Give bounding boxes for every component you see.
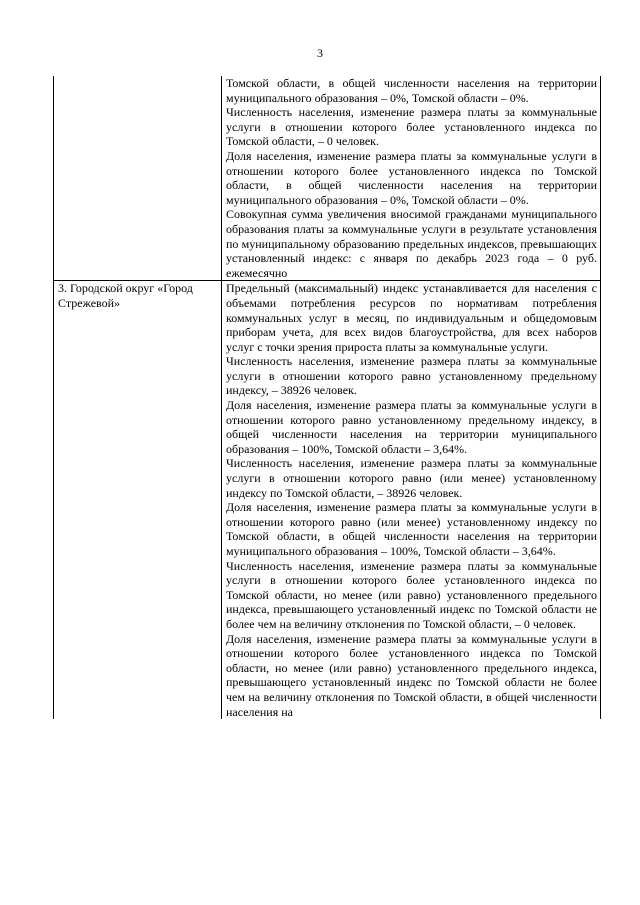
paragraph: Численность населения, изменение размера платы за коммунальные услуги в отношении которого равно (или менее) установленному индексу по Томской области, – 38926 человек.	[226, 456, 597, 500]
table-cell-municipality	[54, 281, 222, 719]
table-row	[54, 76, 601, 281]
page-number: 3	[317, 46, 323, 60]
paragraph: Доля населения, изменение размера платы за коммунальные услуги в отношении которого более установленного индекса по Томской области, в общей численности населения на территории муниципального образования – 0%, Томской области – 0%.	[226, 148, 597, 207]
table-row	[54, 281, 601, 719]
paragraph: Численность населения, изменение размера платы за коммунальные услуги в отношении которого более установленного индекса по Томской области, – 0 человек.	[226, 105, 597, 149]
paragraph: Совокупная сумма увеличения вносимой гражданами муниципального образования платы за коммунальные услуги в результате установления по муниципальному образованию предельных индексов, превышающих установленный индекс: с января по декабрь 2023 года – 0 руб. ежемесячно	[226, 207, 597, 280]
table-cell-description	[222, 76, 601, 281]
paragraph: Доля населения, изменение размера платы за коммунальные услуги в отношении которого равно установленному предельному индексу, в общей численности населения на территории муниципального образования – 100%, Томской области – 3,64%.	[226, 398, 597, 456]
paragraph: Томской области, в общей численности населения на территории муниципального образования – 0%, Томской области – 0%.	[226, 76, 597, 105]
table-cell-description	[222, 281, 601, 719]
paragraph: Численность населения, изменение размера платы за коммунальные услуги в отношении которого более установленного индекса по Томской области, но менее (или равно) установленного предельного индекса, превышающего установленный индекс по Томской области не более чем на величину отклонения по Томской области, – 0 человек.	[226, 558, 597, 631]
paragraph: Доля населения, изменение размера платы за коммунальные услуги в отношении которого равно (или менее) установленному индексу по Томской области, в общей численности населения на территории муниципального образования – 100%, Томской области – 3,64%.	[226, 500, 597, 558]
table-cell-municipality	[54, 76, 222, 281]
municipality-name: 3. Городской округ «Город Стрежевой»	[58, 281, 193, 310]
document-table	[53, 76, 601, 719]
paragraph: Предельный (максимальный) индекс устанавливается для населения с объемами потребления ресурсов по нормативам потребления коммунальных услуг в месяц, по индивидуальным и общедомовым приборам учета, для всех видов благоустройства, для всех наборов услуг с точки зрения прироста платы за коммунальные услуги.	[226, 281, 597, 354]
paragraph: Численность населения, изменение размера платы за коммунальные услуги в отношении которого равно установленному предельному индексу, – 38926 человек.	[226, 354, 597, 398]
paragraph: Доля населения, изменение размера платы за коммунальные услуги в отношении которого более установленного индекса по Томской области, но менее (или равно) установленного предельного индекса, превышающего установленный индекс по Томской области не более чем на величину отклонения по Томской области, в общей численности населения на	[226, 631, 597, 719]
